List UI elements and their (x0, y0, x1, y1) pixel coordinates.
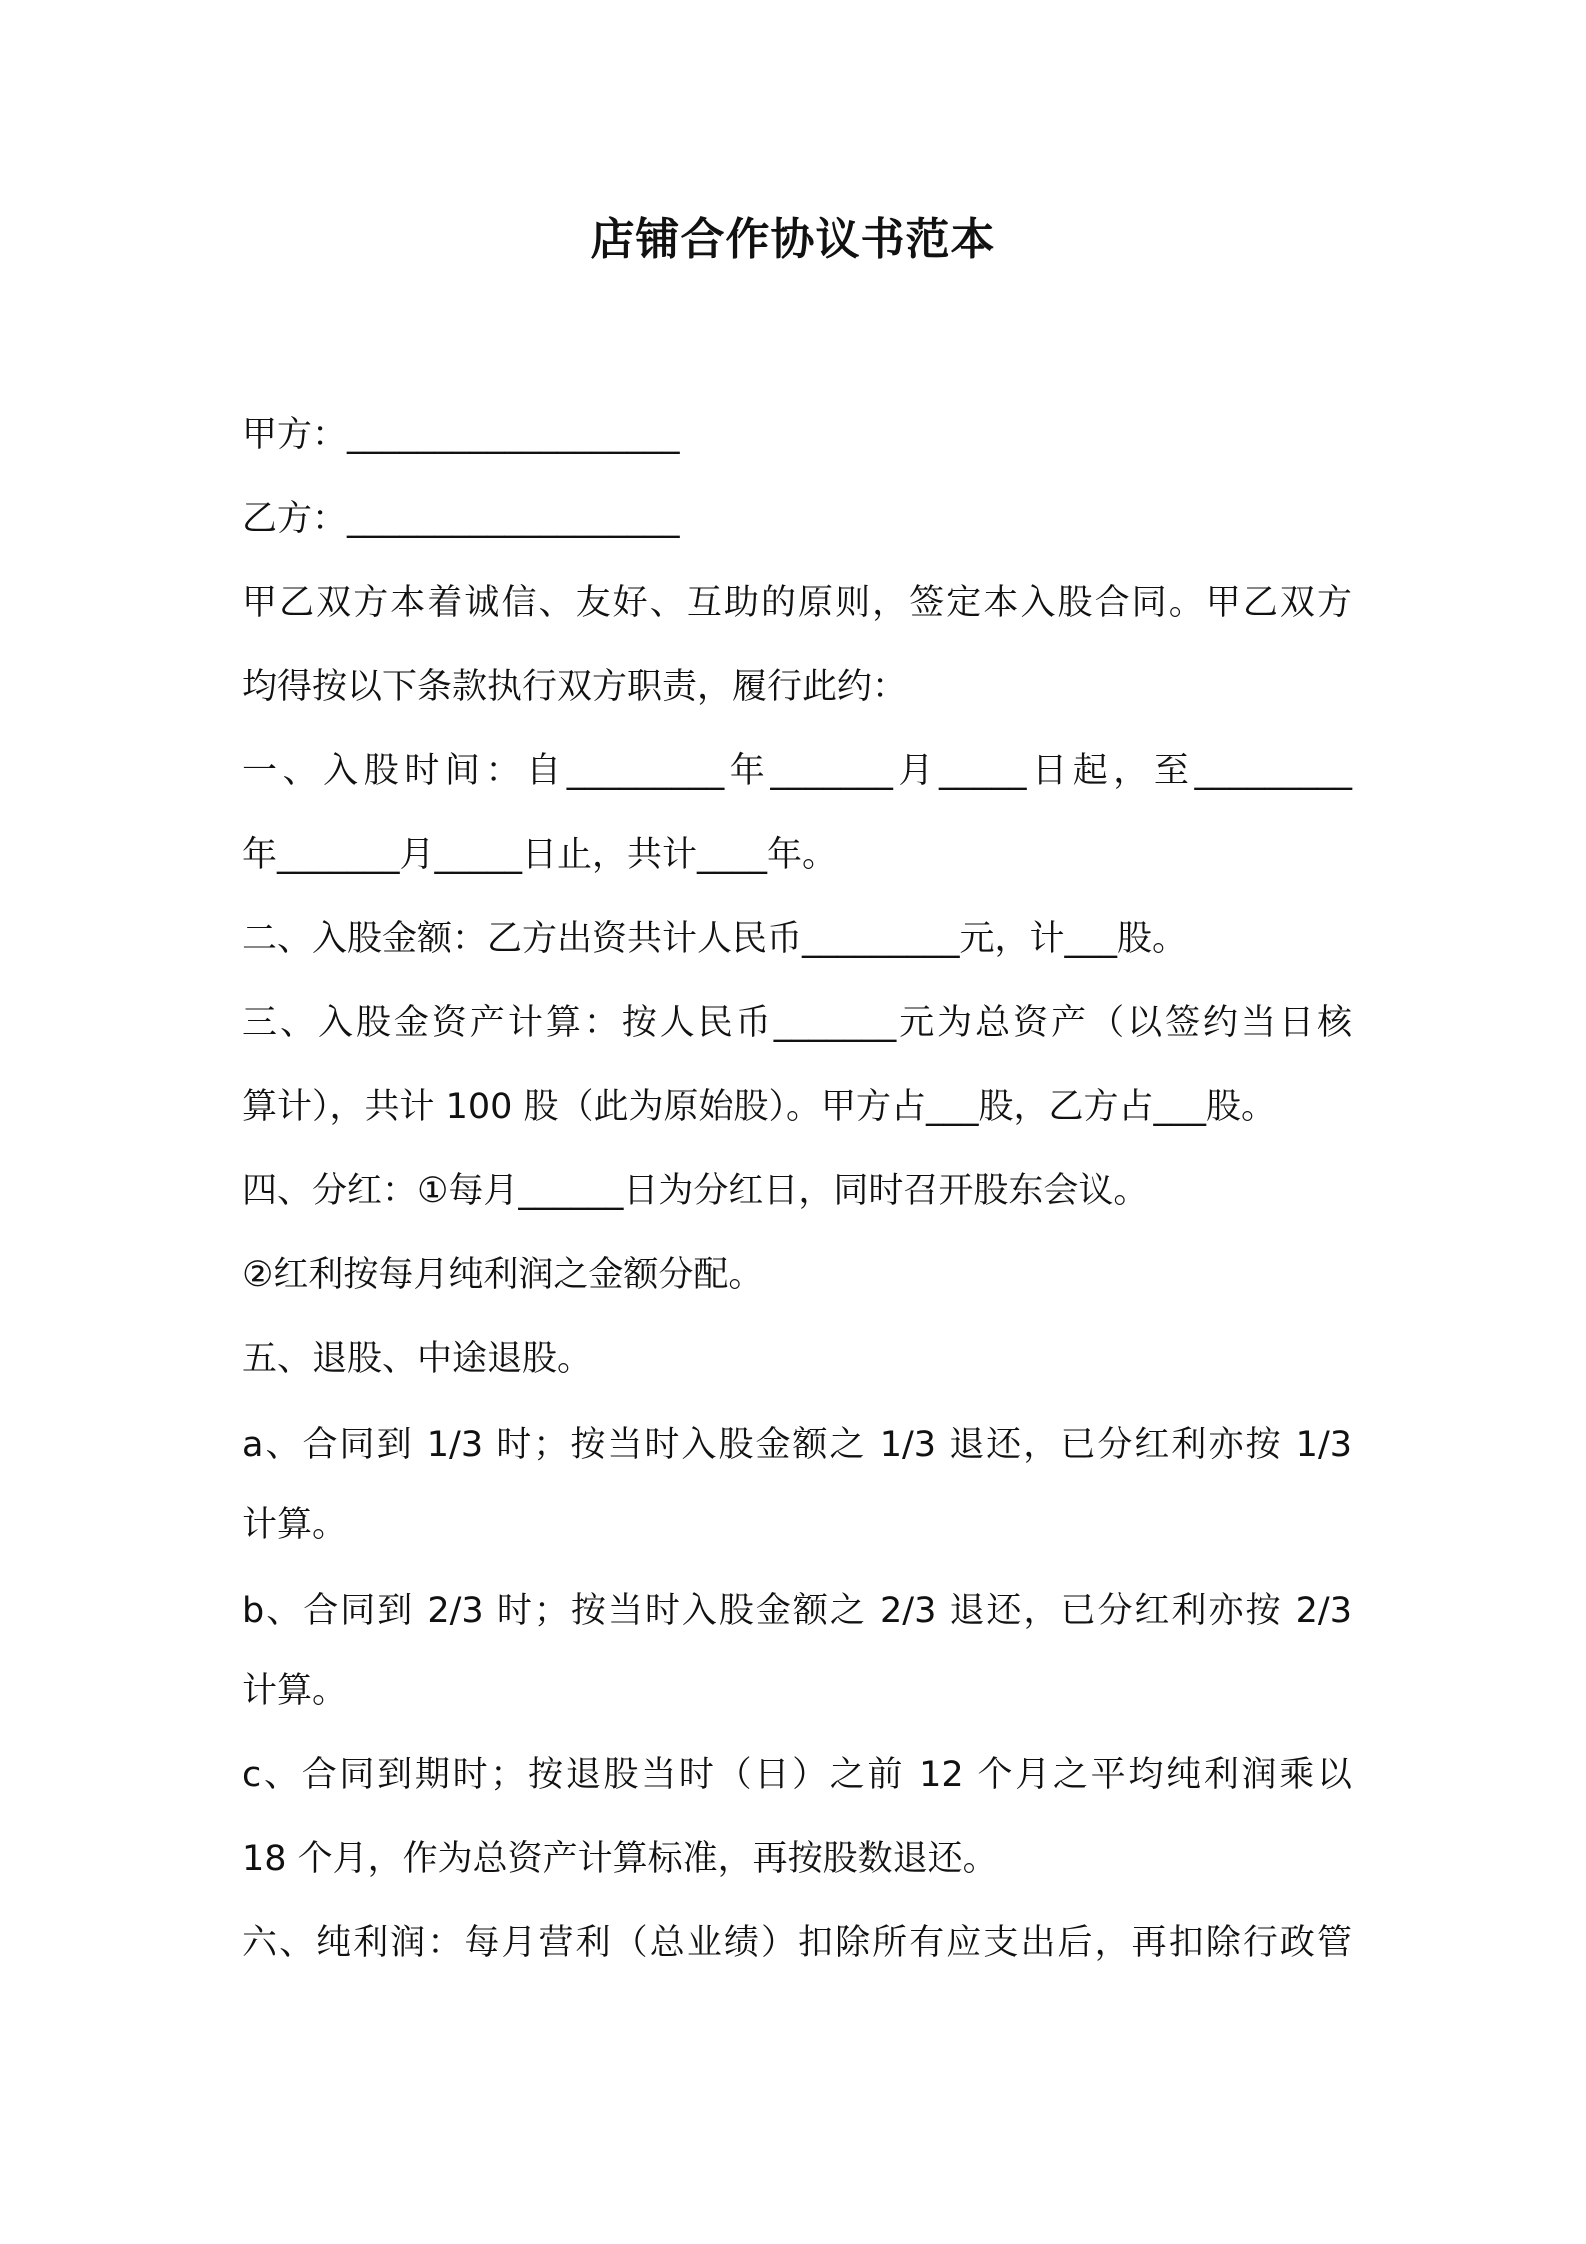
clause-4-line-1: 四、分红：①每月______日为分红日，同时召开股东会议。 (242, 1171, 1149, 1211)
clause-3-line-2: 算计），共计 100 股（此为原始股）。甲方占___股，乙方占___股。 (242, 1087, 1277, 1127)
clause-4-line-2: ②红利按每月纯利润之金额分配。 (242, 1255, 764, 1295)
document-title: 店铺合作协议书范本 (590, 214, 996, 265)
clause-6-line-1: 六、纯利润：每月营利（总业绩）扣除所有应支出后，再扣除行政管 (242, 1923, 1352, 1963)
clause-5b-line-1: b、合同到 2/3 时；按当时入股金额之 2/3 退还，已分红利亦按 2/3 (242, 1591, 1352, 1631)
clause-1-line-1: 一、入股时间：自_________年_______月_____日起，至_________ (242, 751, 1352, 791)
clause-3-line-1: 三、入股金资产计算：按人民币_______元为总资产（以签约当日核 (242, 1003, 1352, 1043)
clause-5a-line-1: a、合同到 1/3 时；按当时入股金额之 1/3 退还，已分红利亦按 1/3 (242, 1425, 1352, 1465)
party-b-line: 乙方：___________________ (242, 499, 680, 539)
preamble-line-2: 均得按以下条款执行双方职责，履行此约： (242, 667, 908, 707)
clause-2-line: 二、入股金额：乙方出资共计人民币_________元，计___股。 (242, 919, 1188, 959)
clause-5a-line-2: 计算。 (242, 1505, 348, 1545)
preamble-line-1: 甲乙双方本着诚信、友好、互助的原则，签定本入股合同。甲乙双方 (242, 583, 1352, 623)
clause-5c-line-1: c、合同到期时；按退股当时（日）之前 12 个月之平均纯利润乘以 (242, 1755, 1352, 1795)
clause-5c-line-2: 18 个月，作为总资产计算标准，再按股数退还。 (242, 1839, 998, 1879)
party-a-line: 甲方：___________________ (242, 415, 680, 455)
clause-1-line-2: 年_______月_____日止，共计____年。 (242, 835, 838, 875)
clause-5-heading: 五、退股、中途退股。 (242, 1339, 593, 1379)
clause-5b-line-2: 计算。 (242, 1671, 348, 1711)
